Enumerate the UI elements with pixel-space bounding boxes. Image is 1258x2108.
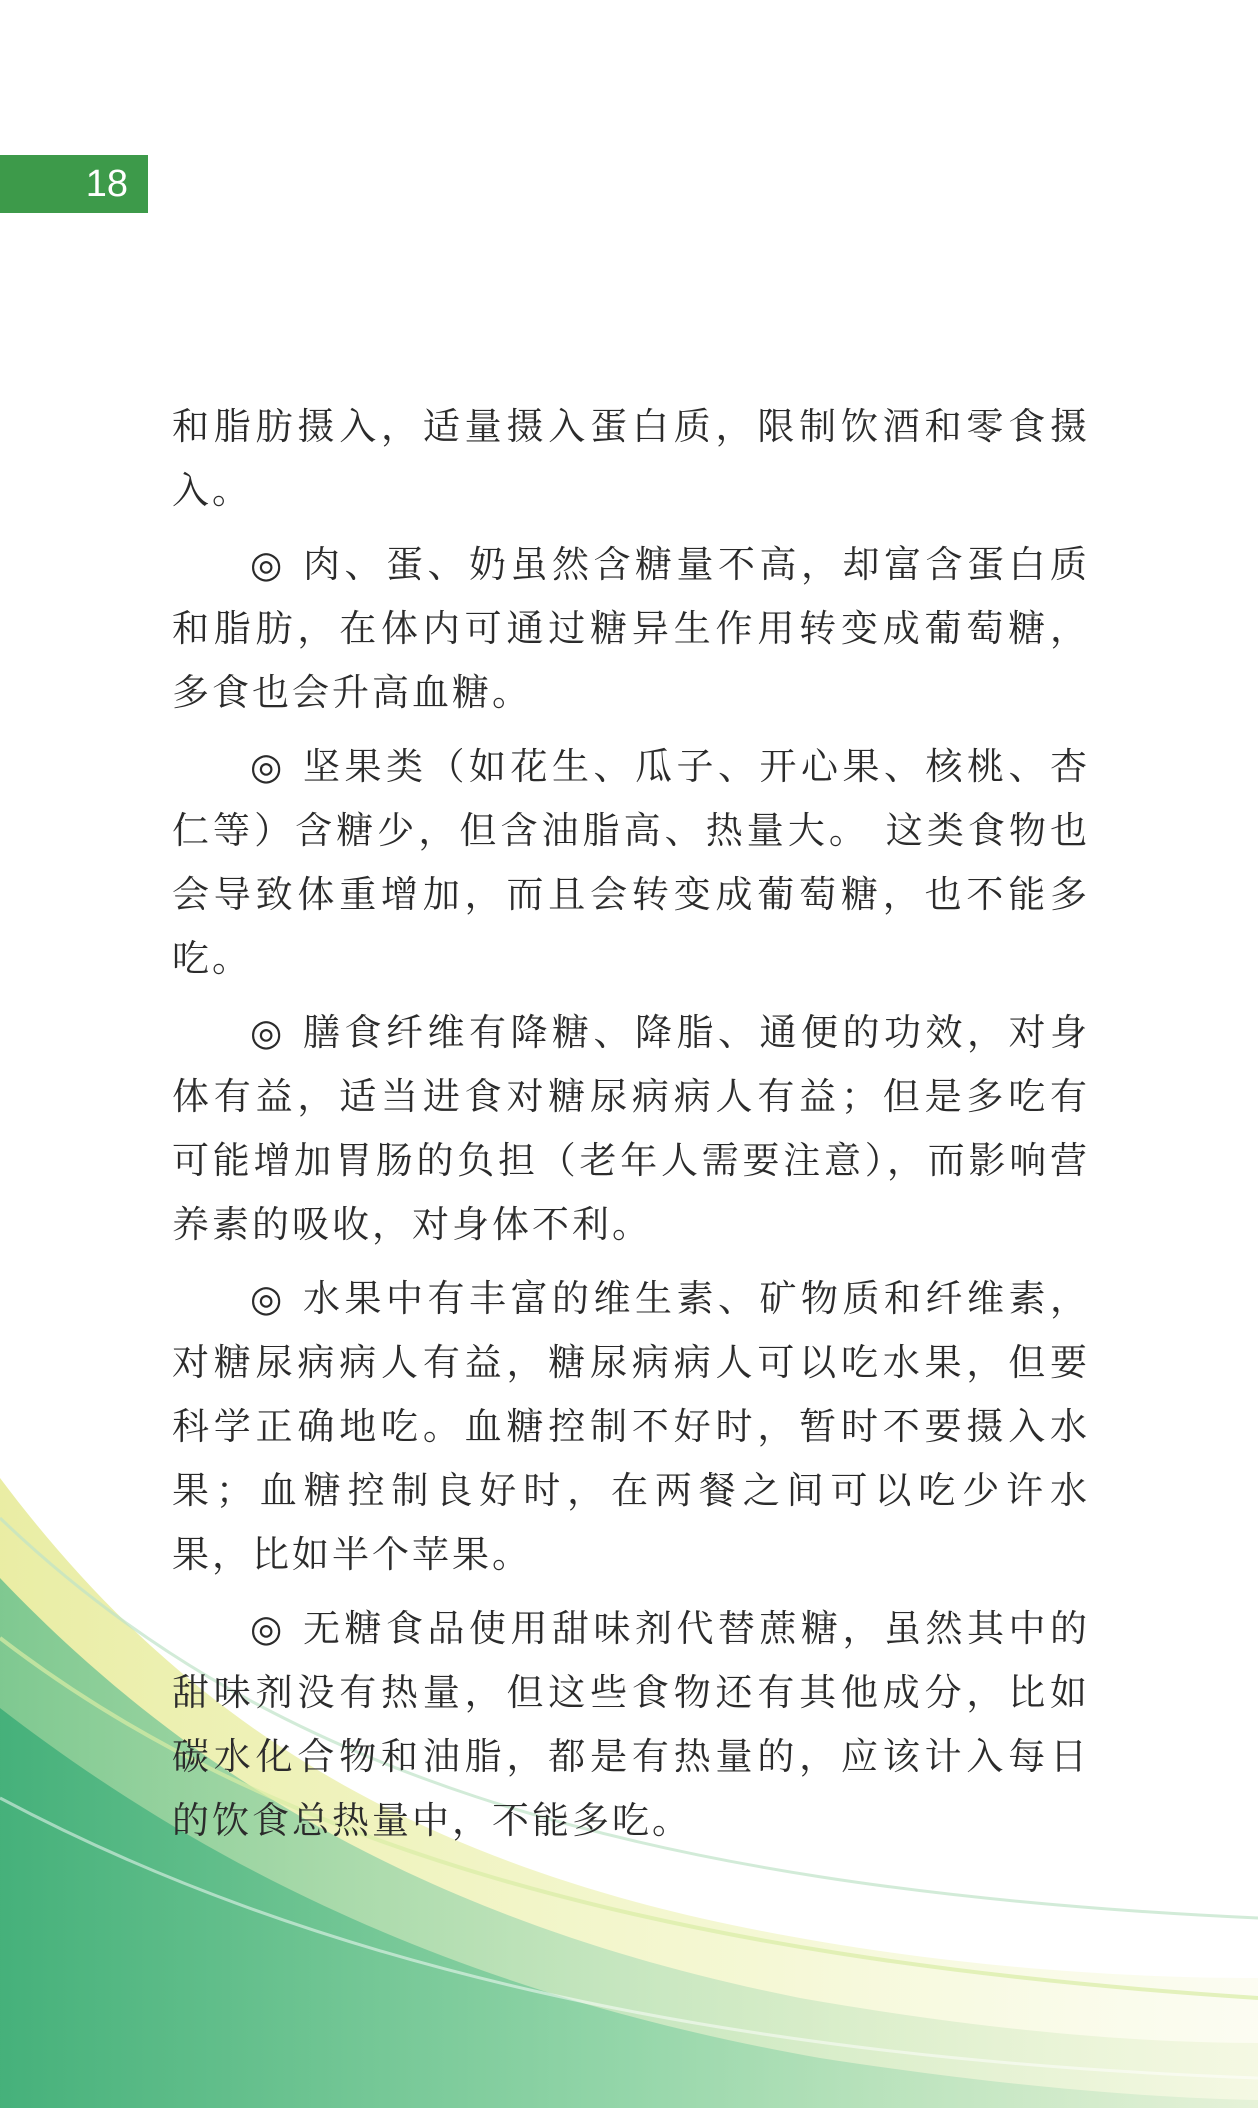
page-number: 18: [85, 163, 128, 205]
paragraph: 和脂肪摄入，适量摄入蛋白质，限制饮酒和零食摄入。: [172, 405, 1090, 512]
main-text: [172, 395, 1090, 1863]
paragraph-bullet: ◎ 无糖食品使用甜味剂代替蔗糖，虽然其中的甜味剂没有热量，但这些食物还有其他成分，比如碳水化合物和油脂，都是有热量的，应该计入每日的饮食总热量中，不能多吃。: [172, 1607, 1090, 1842]
paragraph-bullet: ◎ 肉、蛋、奶虽然含糖量不高，却富含蛋白质和脂肪，在体内可通过糖异生作用转变成葡萄糖，多食也会升高血糖。: [172, 543, 1090, 714]
paragraph-bullet: ◎ 膳食纤维有降糖、降脂、通便的功效，对身体有益，适当进食对糖尿病病人有益；但是多吃有可能增加胃肠的负担（老年人需要注意），而影响营养素的吸收，对身体不利。: [172, 1011, 1090, 1246]
paragraph-bullet: ◎ 坚果类（如花生、瓜子、开心果、核桃、杏仁等）含糖少，但含油脂高、热量大。 这类食物也会导致体重增加，而且会转变成葡萄糖，也不能多吃。: [172, 745, 1090, 980]
paragraph-bullet: ◎ 水果中有丰富的维生素、矿物质和纤维素，对糖尿病病人有益，糖尿病病人可以吃水果，但要科学正确地吃。血糖控制不好时，暂时不要摄入水果；血糖控制良好时，在两餐之间可以吃少许水果，比如半个苹果。: [172, 1277, 1090, 1576]
page-number-tab: [0, 155, 148, 213]
